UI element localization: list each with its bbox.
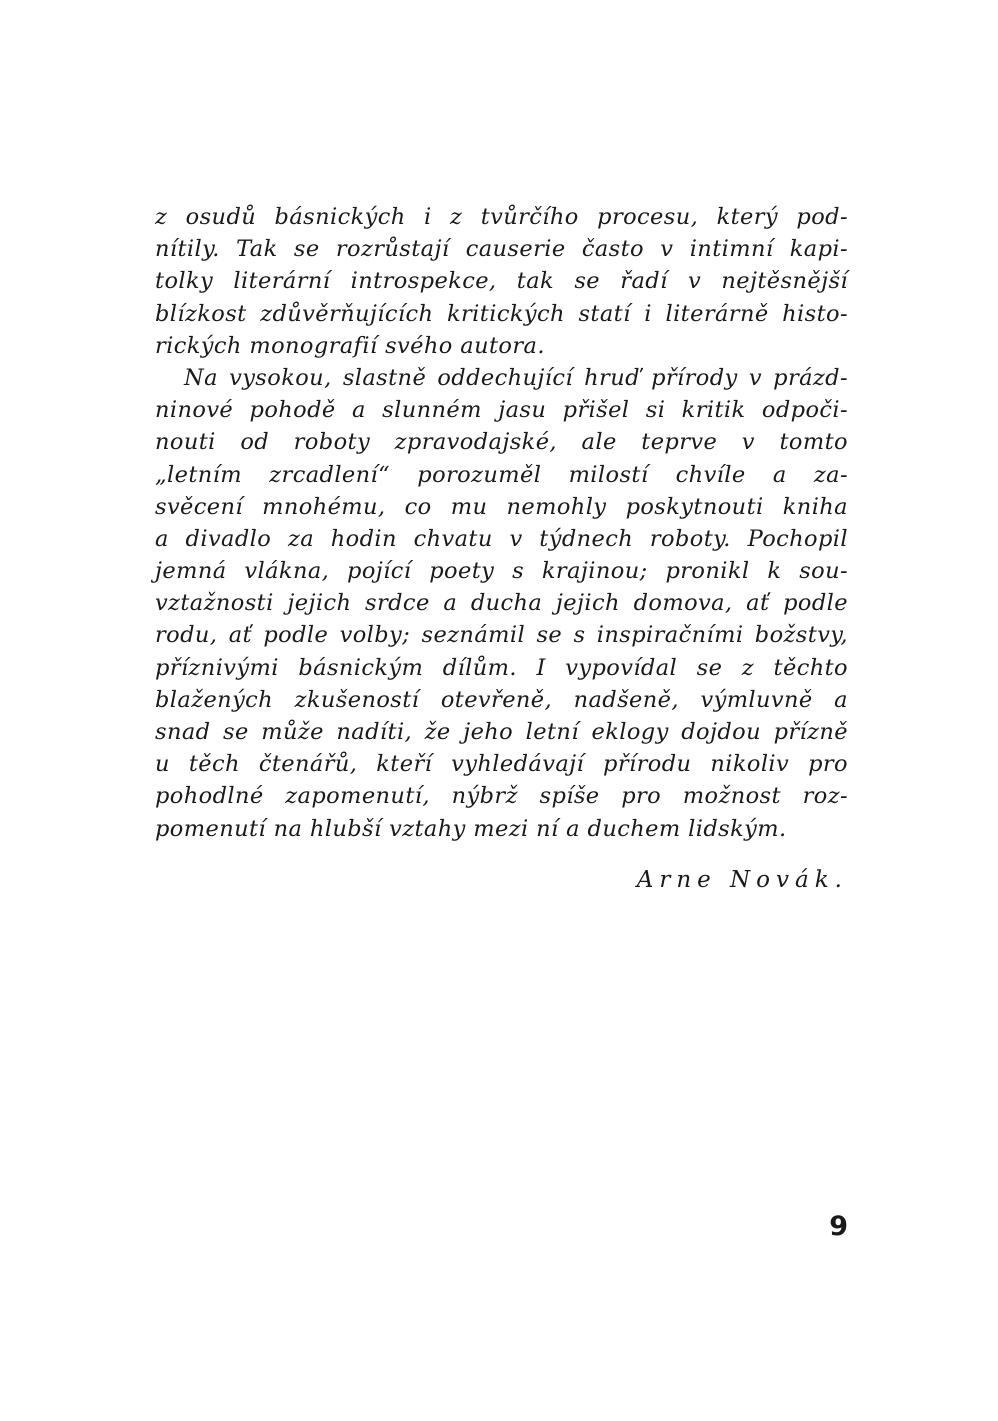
text-line: a divadlo za hodin chvatu v týdnech roboty. Pochopil [155,525,848,552]
text-line: rodu, ať podle volby; seznámil se s inspiračními božstvy, [155,622,848,649]
text-line: vztažnosti jejich srdce a ducha jejich domova, ať podle [155,590,848,617]
author-signature: Arne Novák. [636,867,848,893]
text-line: rických monografií svého autora. [155,332,545,359]
text-line: pohodlné zapomenutí, nýbrž spíše pro možnost roz- [155,783,848,810]
text-line: jemná vlákna, pojící poety s krajinou; pronikl k sou- [155,558,848,585]
paragraph-1 [155,201,848,362]
page-number: 9 [829,1211,848,1242]
text-line: svěcení mnohému, co mu nemohly poskytnouti kniha [155,493,848,520]
body-text [155,201,848,845]
text-line: „letním zrcadlení“ porozuměl milostí chvíle a za- [155,461,848,488]
text-line: blažených zkušeností otevřeně, nadšeně, výmluvně a [155,686,848,713]
text-line: z osudů básnických i z tvůrčího procesu, který pod- [155,204,848,230]
text-line: u těch čtenářů, kteří vyhledávají přírodu nikoliv pro [155,751,848,778]
text-line: nouti od roboty zpravodajské, ale teprve v tomto [155,429,848,456]
text-line: snad se může nadíti, že jeho letní eklogy dojdou přízně [155,719,848,745]
text-line: pomenutí na hlubší vztahy mezi ní a duchem lidským. [155,815,787,842]
text-line: tolky literární introspekce, tak se řadí v nejtěsnější [155,268,848,295]
text-line: ninové pohodě a slunném jasu přišel si kritik odpoči- [155,397,848,424]
text-line: Na vysokou, slastně oddechující hruď přírody v prázd- [184,364,848,391]
text-line: nítily. Tak se rozrůstají causerie často v intimní kapi- [155,236,848,263]
text-line: blízkost zdůvěrňujících kritických statí i literárně histo- [155,300,848,327]
text-line: příznivými básnickým dílům. I vypovídal se z těchto [155,654,848,681]
paragraph-2 [155,362,848,845]
